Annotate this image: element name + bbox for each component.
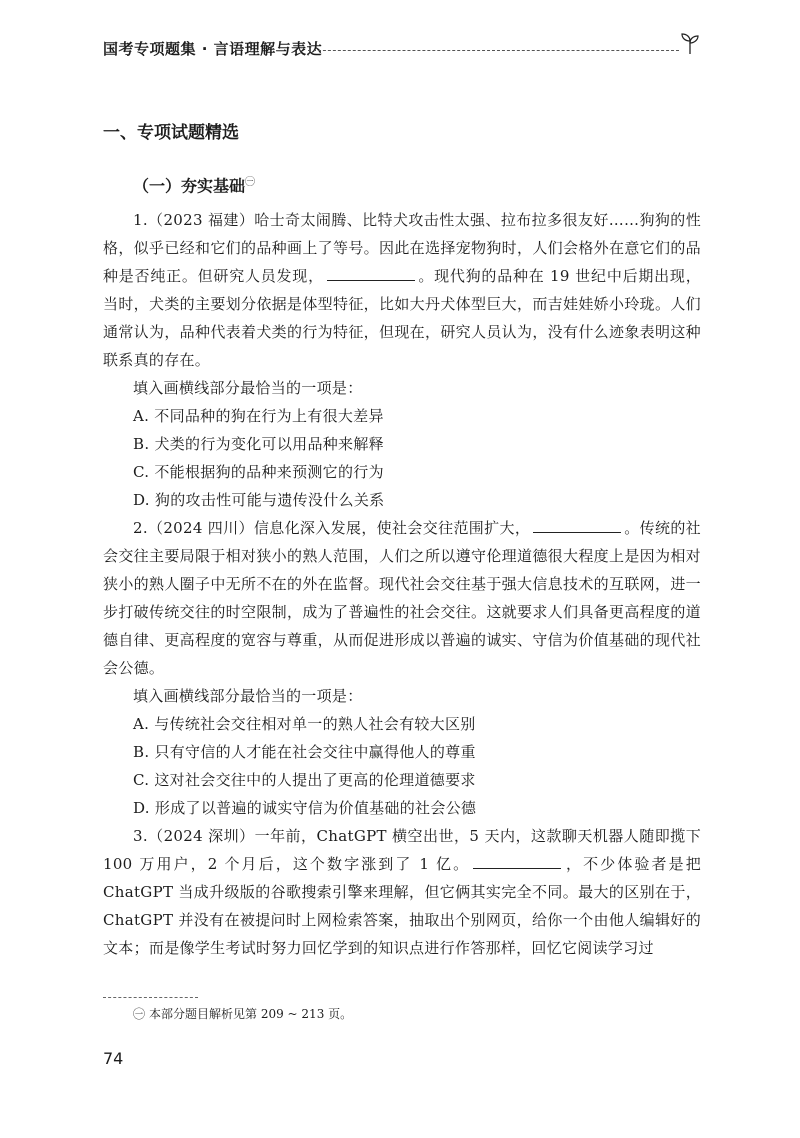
question-1-option-b: B. 犬类的行为变化可以用品种来解释 (133, 435, 384, 453)
question-1-prompt: 填入画横线部分最恰当的一项是： (133, 379, 363, 397)
question-1-stem (103, 206, 701, 374)
sprout-icon (677, 30, 703, 56)
question-2-prompt: 填入画横线部分最恰当的一项是： (133, 687, 363, 705)
question-2-option-b: B. 只有守信的人才能在社会交往中赢得他人的尊重 (133, 743, 476, 761)
question-3-blank (473, 850, 561, 869)
footnote-text: 本部分题目解析见第 209 ~ 213 页。 (149, 1007, 353, 1021)
page-number: 74 (103, 1049, 124, 1068)
subsection-title-text: （一）夯实基础 (133, 176, 246, 196)
question-1-blank (327, 262, 415, 281)
question-2-stem (103, 514, 701, 682)
question-2-blank (533, 514, 621, 533)
footnote-ref-marker: ㊀ (245, 177, 256, 188)
section-title: 一、专项试题精选 (103, 123, 239, 143)
question-2-stem-before: 2.（2024 四川）信息化深入发展，使社会交往范围扩大， (133, 519, 531, 537)
question-1-option-d: D. 狗的攻击性可能与遗传没什么关系 (133, 491, 385, 509)
question-2-option-d: D. 形成了以普遍的诚实守信为价值基础的社会公德 (133, 799, 477, 817)
footnote (133, 1005, 352, 1022)
questions-body (103, 206, 701, 962)
question-1-stem-before: 1.（2023 福建）哈士奇太闹腾、比特犬攻击性太强、拉布拉多很友好……狗狗的性格，似乎已经和它们的品种画上了等号。因此在选择宠物狗时，人们会格外在意它们的品种是否纯正。但研究人员发现， (103, 211, 701, 285)
header-title: 国考专项题集 · 言语理解与表达 (103, 40, 323, 58)
question-3-stem (103, 822, 701, 962)
question-3-stem-after: ，不少体验者是把 ChatGPT 当成升级版的谷歌搜索引擎来理解，但它俩其实完全不同。最大的区别在于，ChatGPT 并没有在被提问时上网检索答案，抽取出个别网页，给你一个由他人编辑好的文本；而是像学生考试时努力回忆学到的知识点进行作答那样，回忆它阅读学习过 (103, 855, 701, 957)
question-1-option-c: C. 不能根据狗的品种来预测它的行为 (133, 463, 384, 481)
question-2-stem-after: 。传统的社会交往主要局限于相对狭小的熟人范围，人们之所以遵守伦理道德很大程度上是因为相对狭小的熟人圈子中无所不在的外在监督。现代社会交往基于强大信息技术的互联网，进一步打破传统交往的时空限制，成为了普遍性的社会交往。这就要求人们具备更高程度的道德自律、更高程度的宽容与尊重，从而促进形成以普遍的诚实、守信为价值基础的现代社会公德。 (103, 519, 701, 677)
running-header (103, 36, 703, 62)
header-divider (308, 50, 679, 51)
question-1-option-a: A. 不同品种的狗在行为上有很大差异 (133, 407, 384, 425)
footnote-marker: ㊀ (133, 1007, 146, 1021)
question-1-stem-after: 。现代狗的品种在 19 世纪中后期出现，当时，犬类的主要划分依据是体型特征，比如大丹犬体型巨大，而吉娃娃娇小玲珑。人们通常认为，品种代表着犬类的行为特征，但现在，研究人员认为，没有什么迹象表明这种联系真的存在。 (103, 267, 702, 369)
footnote-divider (103, 997, 198, 998)
question-3-stem-before: 3.（2024 深圳）一年前，ChatGPT 横空出世，5 天内，这款聊天机器人随即揽下 100 万用户，2 个月后，这个数字涨到了 1 亿。 (103, 827, 701, 873)
question-2-option-c: C. 这对社会交往中的人提出了更高的伦理道德要求 (133, 771, 476, 789)
subsection-title (133, 173, 255, 196)
question-2-option-a: A. 与传统社会交往相对单一的熟人社会有较大区别 (133, 715, 476, 733)
